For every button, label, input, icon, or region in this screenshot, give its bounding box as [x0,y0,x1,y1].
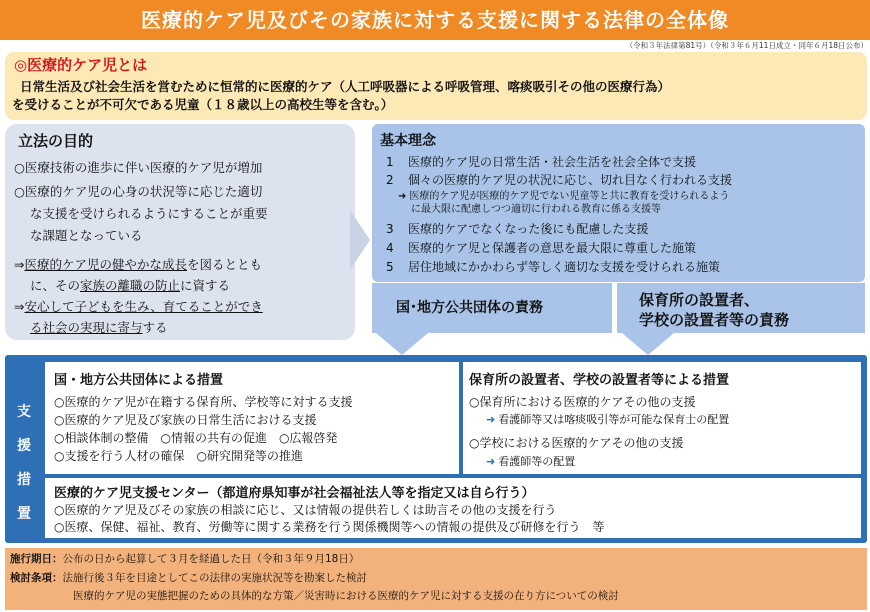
gov-measure-3: ○相談体制の整備 ○情報の共有の促進 ○広報啓発 [54,431,338,445]
purpose-line-6-rest: に資する [180,278,231,293]
arrow-right-icon: ➜ [486,455,496,468]
footer-effective-date [10,552,359,566]
measures-side-label [12,395,36,531]
purpose-goal-growth: 医療的ケア児の健やかな成長 [24,257,187,272]
support-center-item-2: ○医療、保健、福祉、教育、労働等に関する業務を行う関係機関等への情報の提供及び研修を行う 等 [54,520,605,534]
purpose-line-8-rest: する [142,320,168,335]
principle-2-sub-line-1 [398,191,729,203]
purpose-line-4: な課題となっている [30,228,143,243]
gov-responsibility-label: 国･地方公共団体の責務 [396,300,543,316]
principles-heading: 基本理念 [380,133,436,149]
definition-heading: ◎医療的ケア児とは [14,56,148,74]
gov-measure-4: ○支援を行う人材の確保 ○研究開発等の推進 [54,449,303,463]
principle-1 [386,154,696,171]
principle-5 [386,259,720,276]
school-measure-1: ○保育所における医療的ケアその他の支援 [469,395,696,409]
principle-text: 医療的ケア児の日常生活・社会生活を社会全体で支援 [408,155,697,169]
school-measure-1-sub-text: 看護師等又は喀痰吸引等が可能な保育士の配置 [498,413,730,426]
principle-2-sub-text-1: 医療的ケア児が医療的ケア児でない児童等と共に教育を受けられるよう [409,191,730,202]
principle-number: 3 [386,222,394,236]
principle-2-sub-line-2: に最大限に配慮しつつ適切に行われる教育に係る支援等 [411,204,661,215]
implication-arrow: ⇒ [14,299,25,314]
school-measure-2-sub [486,455,575,469]
purpose-goal-society-cont: る社会の実現に寄与 [30,320,143,335]
down-arrow-icon [376,333,428,355]
principle-number: 5 [386,260,394,274]
definition-body [12,78,860,114]
gov-measure-1: ○医療的ケア児が在籍する保育所、学校等に対する支援 [54,395,353,409]
purpose-line-2: ○医療的ケア児の心身の状況等に応じた適切 [14,184,263,199]
principle-text: 居住地域にかかわらず等しく適切な支援を受けられる施策 [408,260,721,274]
support-center-heading: 医療的ケア児支援センター（都道府県知事が社会福祉法人等を指定又は自ら行う） [54,486,535,501]
implication-arrow: ⇒ [14,257,25,272]
principle-text: 医療的ケア児と保護者の意思を最大限に尊重した施策 [408,241,697,255]
school-measures-heading: 保育所の設置者、学校の設置者等による措置 [469,373,730,388]
purpose-line-5 [14,255,262,275]
purpose-line-7 [14,297,263,317]
footer-review-clause [10,571,367,585]
effective-date-label: 施行期日： [10,553,63,565]
school-measure-2-sub-text: 看護師等の配置 [498,455,576,468]
side-char: 援 [17,438,31,454]
principle-text: 医療的ケアでなくなった後にも配慮した支援 [408,222,649,236]
purpose-line-3: な支援を受けられるようにすることが重要 [30,206,268,221]
effective-date-text: 公布の日から起算して３月を経過した日（令和３年９月18日） [62,553,360,565]
principle-number: 1 [386,155,394,169]
purpose-line-8 [30,318,168,338]
arrow-right-icon: ➜ [398,191,407,202]
side-char: 置 [17,506,31,522]
purpose-line-6 [30,276,230,296]
principle-number: 4 [386,241,394,255]
side-char: 措 [17,472,31,488]
gov-measures-heading: 国・地方公共団体による措置 [54,373,224,388]
support-center-item-1: ○医療的ケア児及びその家族の相談に応じ、又は情報の提供若しくは助言その他の支援を行う [54,503,557,517]
principle-4 [386,240,696,257]
purpose-line-6-pre: に、その [30,278,81,293]
school-measure-2: ○学校における医療的ケアその他の支援 [469,436,684,450]
review-clause-label: 検討条項： [10,572,63,584]
review-clause-text: 法施行後３年を目途としてこの法律の実施状況等を勘案した検討 [62,572,367,584]
definition-line-2: を受けることが不可欠である児童（１８歳以上の高校生等を含む。） [12,97,394,112]
purpose-line-5-rest: を図るととも [187,257,263,272]
purpose-goal-society: 安心して子どもを生み、育てることができ [24,299,263,314]
gov-responsibility-box [372,283,612,333]
school-responsibility-line-2: 学校の設置者等の責務 [639,311,790,329]
footer-review-clause-2: 医療的ケア児の実態把握のための具体的な方策／災害時における医療的ケア児に対する支援の在り方についての検討 [73,590,619,602]
principle-number: 2 [386,173,394,187]
purpose-goal-turnover: 家族の離職の防止 [80,278,181,293]
principle-text: 個々の医療的ケア児の状況に応じ、切れ目なく行われる支援 [408,173,733,187]
definition-line-1: 日常生活及び社会生活を営むために恒常的に医療的ケア（人工呼吸器による呼吸管理、喀痰吸引その他の医療行為） [20,79,671,94]
down-arrow-icon [622,333,674,355]
side-char: 支 [17,404,31,420]
principle-2 [386,172,732,189]
arrow-right-icon: ➜ [486,413,496,426]
law-metadata: （令和３年法律第81号）（令和３年６月11日成立・同年６月18日公布） [625,41,868,50]
right-arrow-icon [350,210,370,270]
gov-measure-2: ○医療的ケア児及び家族の日常生活における支援 [54,413,317,427]
school-responsibility-line-1: 保育所の設置者、 [639,291,760,309]
school-responsibility-box [617,283,865,333]
principle-3 [386,221,648,238]
school-measure-1-sub [486,413,729,427]
purpose-line-1: ○医療技術の進歩に伴い医療的ケア児が増加 [14,160,263,175]
purpose-heading: 立法の目的 [18,132,94,150]
page-title: 医療的ケア児及びその家族に対する支援に関する法律の全体像 [0,0,870,40]
